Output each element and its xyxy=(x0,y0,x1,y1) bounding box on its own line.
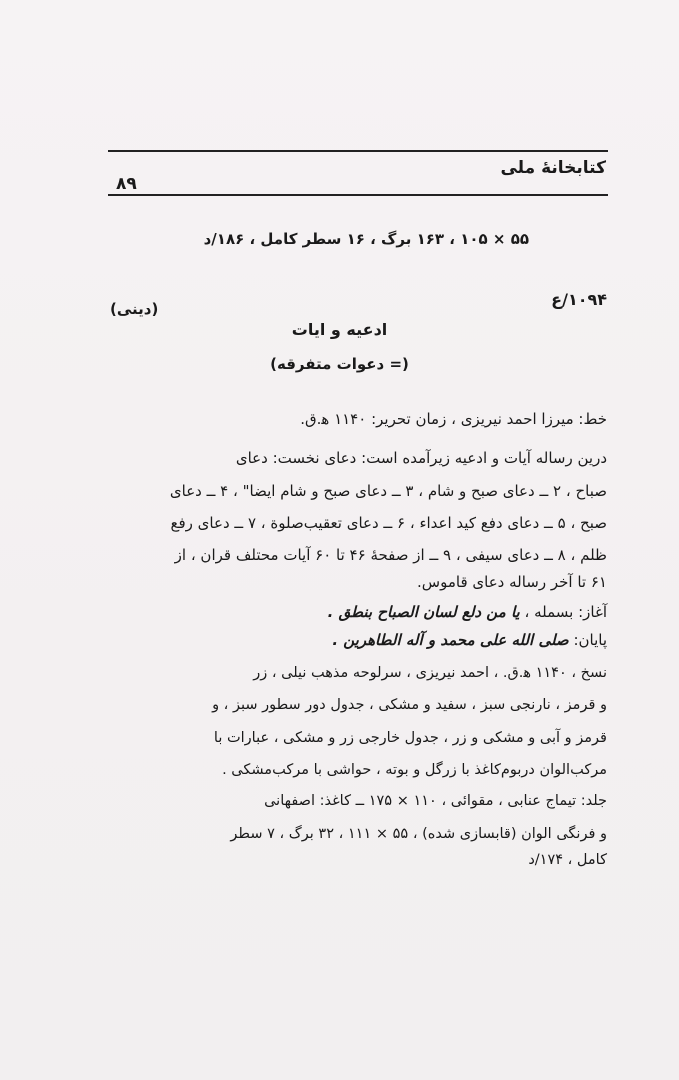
script-line: خط: میرزا احمد نیریزی ، زمان تحریر: ۱۱۴۰ ه‍.ق. xyxy=(300,410,607,428)
explicit-line xyxy=(332,631,607,649)
colophon-line: مرکب‌الوان دربوم‌کاغذ با زرگل و بوته ، حواشی با مرکب‌مشکی . xyxy=(222,762,607,778)
colophon-line: و قرمز ، نارنجی سبز ، سفید و مشکی ، جدول دور سطور سبز ، و xyxy=(212,697,607,713)
description-line: درین رساله آیات و ادعیه زیرآمده است: دعای نخست: دعای xyxy=(235,449,607,467)
explicit-text: صلی الله علی محمد و آله الطاهرین . xyxy=(332,631,569,649)
description-line: صباح ، ۲ ــ دعای صبح و شام ، ۳ ــ دعای صبح و شام ایضا" ، ۴ ــ دعای xyxy=(169,482,607,500)
colophon-line: و فرنگی الوان (قابسازی شده) ، ۵۵ × ۱۱۱ ، ۳۲ برگ ، ۷ سطر xyxy=(230,826,607,842)
header-bottom-rule xyxy=(108,194,608,196)
explicit-label: پایان: xyxy=(573,631,607,649)
colophon-line: جلد: تیماج عنابی ، مقوائی ، ۱۱۰ × ۱۷۵ ــ کاغذ: اصفهانی xyxy=(264,793,607,809)
page-number: ۸۹ xyxy=(116,174,137,194)
incipit-line xyxy=(328,603,607,621)
entry-subtitle: (= دعوات متفرقه) xyxy=(270,355,409,373)
entry-category: (دینی) xyxy=(110,300,159,318)
running-head xyxy=(108,150,608,196)
description-line: ۶۱ تا آخر رساله دعای قاموس. xyxy=(417,573,607,591)
entry-title: ادعیه و ایات xyxy=(291,320,388,339)
header-title: کتابخانهٔ ملی xyxy=(500,158,606,178)
description-line: ظلم ، ۸ ــ دعای سیفی ، ۹ ــ از صفحهٔ ۴۶ تا ۶۰ آیات محتلف قران ، از xyxy=(174,546,607,564)
previous-entry-last-line: ۵۵ × ۱۰۵ ، ۱۶۳ برگ ، ۱۶ سطر کامل ، ۱۸۶/د xyxy=(203,230,529,248)
incipit-label: آغاز: بسمله ، xyxy=(524,603,607,621)
incipit-text: یا من دلع لسان الصباح بنطق . xyxy=(327,603,520,621)
colophon-line: قرمز و آبی و مشکی و زر ، جدول خارجی زر و مشکی ، عبارات با xyxy=(213,730,607,746)
colophon-line: نسخ ، ۱۱۴۰ ه‍.ق. ، احمد نیریزی ، سرلوحه مذهب نیلی ، زر xyxy=(253,665,607,681)
colophon-line: کامل ، ۱۷۴/د xyxy=(528,852,607,868)
description-line: صبح ، ۵ ــ دعای دفع کید اعداء ، ۶ ــ دعای تعقیب‌صلوة ، ۷ ــ دعای رفع xyxy=(170,514,607,532)
entry-number: ۱۰۹۴/ع xyxy=(551,290,607,309)
header-top-rule xyxy=(108,150,608,152)
